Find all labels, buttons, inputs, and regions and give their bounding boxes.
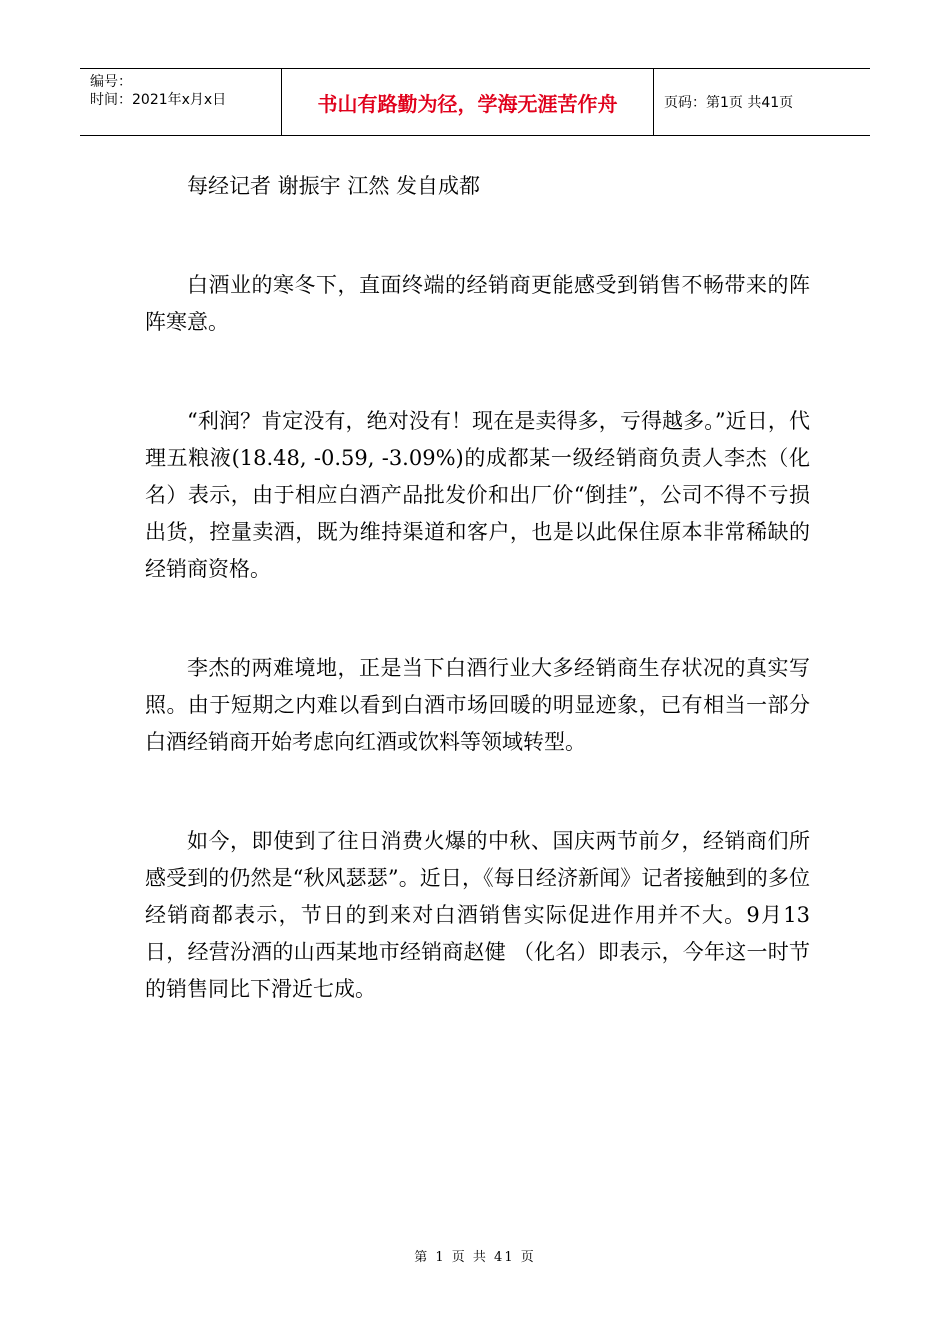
page-footer: 第 1 页 共 41 页 [414,1250,536,1265]
article-paragraph-2: “利润？肯定没有，绝对没有！现在是卖得多，亏得越多。”近日，代理五粮液(18.48, -0.59, -3.09%)的成都某一级经销商负责人李杰（化名）表示，由于相应白酒产品批发价和出厂价“倒挂”，公司不得不亏损出货，控量卖酒，既为维持渠道和客户，也是以此保住原本非常稀缺的经销商资格。 [145,409,810,581]
header-motto: 书山有路勤为径，学海无涯苦作舟 [282,69,654,135]
article-paragraph-1: 白酒业的寒冬下，直面终端的经销商更能感受到销售不畅带来的阵阵寒意。 [145,273,810,334]
document-header [80,68,870,136]
header-page-info: 页码：第1页 共41页 [664,95,794,111]
article-paragraph-3: 李杰的两难境地，正是当下白酒行业大多经销商生存状况的真实写照。由于短期之内难以看到白酒市场回暖的明显迹象，已有相当一部分白酒经销商开始考虑向红酒或饮料等领域转型。 [145,656,810,754]
header-time-label: 时间：2021年x月x日 [90,92,227,108]
article-byline: 每经记者 谢振宇 江然 发自成都 [187,174,481,198]
header-number-label: 编号： [90,74,132,90]
header-meta [80,69,282,135]
article-paragraph-4: 如今，即使到了往日消费火爆的中秋、国庆两节前夕，经销商们所感受到的仍然是“秋风瑟瑟”。近日，《每日经济新闻》记者接触到的多位经销商都表示，节日的到来对白酒销售实际促进作用并不大。9月13日，经营汾酒的山西某地市经销商赵健 （化名）即表示，今年这一时节的销售同比下滑近七成。 [145,829,810,1001]
article-body [145,168,810,1008]
